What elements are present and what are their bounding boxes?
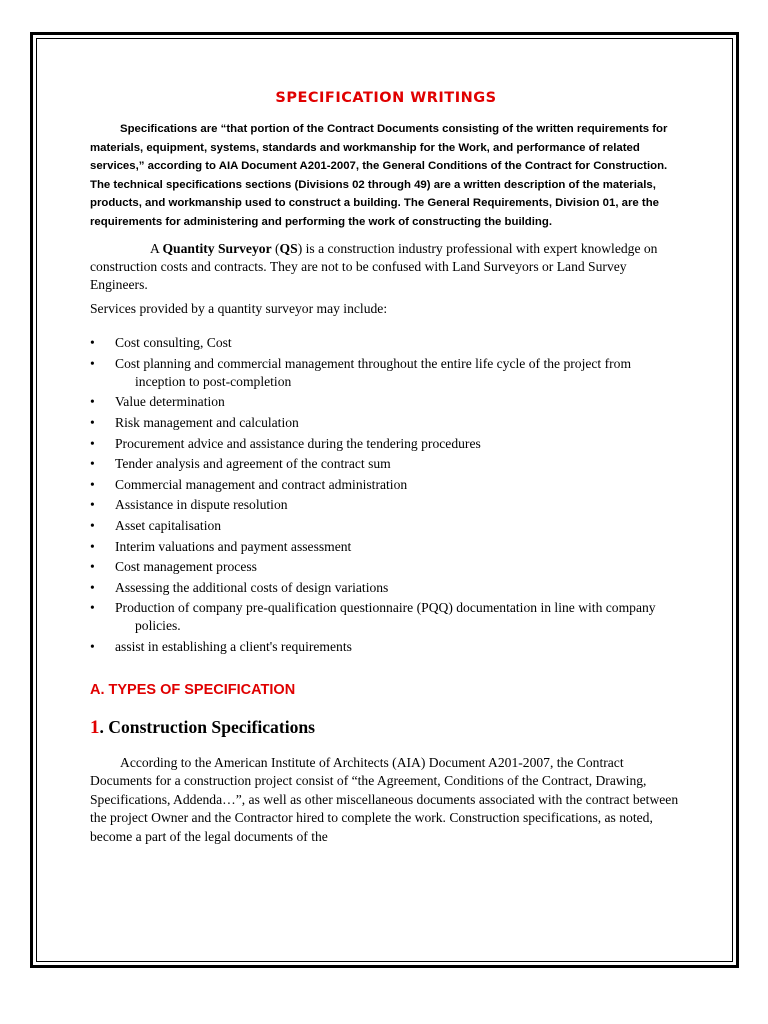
heading-number: 1 <box>90 716 100 738</box>
intro-paragraph: Specifications are “that portion of the Contract Documents consisting of the written requirements for materials, equipment, systems, standards and workmanship for the Work, and performance of related services,” according to AIA Document A201-2007, the General Conditions of the Contract for Construction. The technical specifications sections (Divisions 02 through 49) are a written description of the materials, products, and workmanship used to construct a building. The General Requirements, Division 01, are the requirements for administering and performing the work of constructing the building. <box>90 123 668 228</box>
quantity-surveyor-paragraph <box>90 240 682 295</box>
bullet-icon: • <box>90 476 95 492</box>
heading-text: . Construction Specifications <box>99 716 316 737</box>
qs-term: Quantity Surveyor <box>162 240 272 256</box>
list-item <box>90 538 682 556</box>
qs-abbr: QS <box>279 240 298 256</box>
bullet-icon: • <box>90 579 95 595</box>
list-item-text: assist in establishing a client's requirements <box>115 638 352 654</box>
list-item-text: Tender analysis and agreement of the contract sum <box>115 456 391 472</box>
bullet-icon: • <box>90 414 95 430</box>
list-item-text: Asset capitalisation <box>115 517 222 533</box>
bullet-icon: • <box>90 517 95 533</box>
document-body <box>90 88 682 846</box>
list-item <box>90 476 682 494</box>
qs-rest: ) is a construction industry professional with expert knowledge on construction costs and contracts. They are not to be confused with Land Surveyors or Land Survey Engineers. <box>90 240 658 293</box>
list-item <box>90 355 682 391</box>
list-item <box>90 517 682 535</box>
list-item-text: Assessing the additional costs of design variations <box>115 579 389 595</box>
services-intro: Services provided by a quantity surveyor may include: <box>90 300 388 316</box>
list-item <box>90 455 682 473</box>
bullet-icon: • <box>90 600 95 616</box>
list-item-text: Risk management and calculation <box>115 414 299 430</box>
qs-open-paren: ( <box>271 240 280 256</box>
list-item <box>90 638 682 656</box>
list-item-text: Interim valuations and payment assessment <box>115 538 352 554</box>
qs-prefix: A <box>150 240 163 256</box>
list-item-text: Value determination <box>115 394 225 410</box>
bullet-icon: • <box>90 497 95 513</box>
bullet-icon: • <box>90 355 95 371</box>
list-item-text: Production of company pre-qualification questionnaire (PQQ) documentation in line with company policies. <box>115 600 656 634</box>
list-item <box>90 599 682 635</box>
document-title: SPECIFICATION WRITINGS <box>275 90 497 106</box>
bullet-icon: • <box>90 638 95 654</box>
list-item <box>90 393 682 411</box>
list-item-text: Cost planning and commercial management throughout the entire life cycle of the project from inception to post-completion <box>115 355 632 389</box>
heading-construction-specifications <box>90 714 682 740</box>
bullet-icon: • <box>90 456 95 472</box>
bullet-icon: • <box>90 538 95 554</box>
list-item <box>90 496 682 514</box>
list-item-text: Cost consulting, Cost <box>115 335 232 351</box>
list-item <box>90 558 682 576</box>
list-item-text: Procurement advice and assistance during the tendering procedures <box>115 435 481 451</box>
list-item <box>90 435 682 453</box>
list-item-text: Cost management process <box>115 559 257 575</box>
list-item <box>90 414 682 432</box>
bullet-icon: • <box>90 335 95 351</box>
bullet-icon: • <box>90 435 95 451</box>
list-item <box>90 334 682 352</box>
services-list <box>90 334 682 656</box>
section-heading-types: A. TYPES OF SPECIFICATION <box>90 681 296 698</box>
list-item-text: Assistance in dispute resolution <box>115 497 288 513</box>
construction-paragraph: According to the American Institute of Architects (AIA) Document A201-2007, the Contract Documents for a construction project consist of “the Agreement, Conditions of the Contract, Drawing, Specifications, Addenda…”, as well as other miscellaneous documents associated with the contract between the project Owner and the Contractor hired to complete the work. Construction specifications, as noted, become a part of the legal documents of the <box>90 754 679 844</box>
bullet-icon: • <box>90 394 95 410</box>
list-item-text: Commercial management and contract administration <box>115 476 408 492</box>
list-item <box>90 579 682 597</box>
bullet-icon: • <box>90 559 95 575</box>
